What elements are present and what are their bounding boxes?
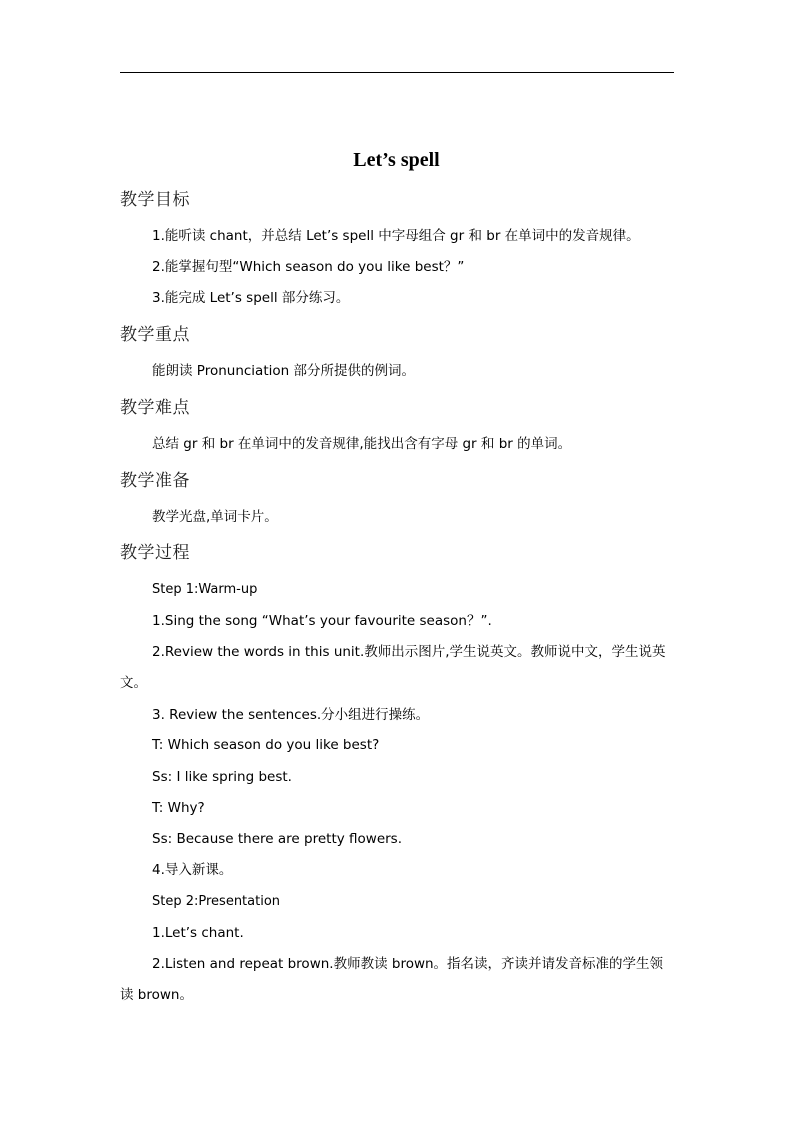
process-step-2-heading: Step 2:Presentation [152,894,281,909]
objective-item-2: 2.能掌握句型“Which season do you like best？” [152,259,465,275]
difficulties-text: 总结 gr 和 br 在单词中的发音规律,能找出含有字母 gr 和 br 的单词。 [152,436,572,452]
process-line: 3. Review the sentences.分小组进行操练。 [152,707,430,723]
heading-key-points: 教学重点 [120,325,190,345]
heading-process: 教学过程 [120,543,190,563]
heading-objectives: 教学目标 [120,190,190,210]
objective-item-3: 3.能完成 Let’s spell 部分练习。 [152,290,350,306]
process-line: Ss: Because there are pretty flowers. [152,831,403,847]
header-rule [120,72,674,73]
document-title: Let’s spell [353,149,440,171]
process-line: 1.Sing the song “What’s your favourite season？”. [152,613,492,629]
objective-item-1: 1.能听读 chant，并总结 Let’s spell 中字母组合 gr 和 br 在单词中的发音规律。 [152,228,640,244]
process-line: 4.导入新课。 [152,862,233,878]
process-line: 2.Review the words in this unit.教师出示图片,学生说英文。教师说中文，学生说英文。 [120,644,666,691]
process-line: Ss: I like spring best. [152,769,292,785]
heading-difficulties: 教学难点 [120,398,190,418]
process-step-1-heading: Step 1:Warm-up [152,582,258,597]
process-line: 1.Let’s chant. [152,925,244,941]
process-line: T: Which season do you like best? [152,737,380,753]
process-line: T: Why? [152,800,205,816]
preparation-text: 教学光盘,单词卡片。 [152,509,278,525]
key-points-text: 能朗读 Pronunciation 部分所提供的例词。 [152,363,415,379]
heading-preparation: 教学准备 [120,471,190,491]
process-line: 2.Listen and repeat brown.教师教读 brown。指名读，齐读并请发音标准的学生领读 brown。 [120,956,664,1003]
